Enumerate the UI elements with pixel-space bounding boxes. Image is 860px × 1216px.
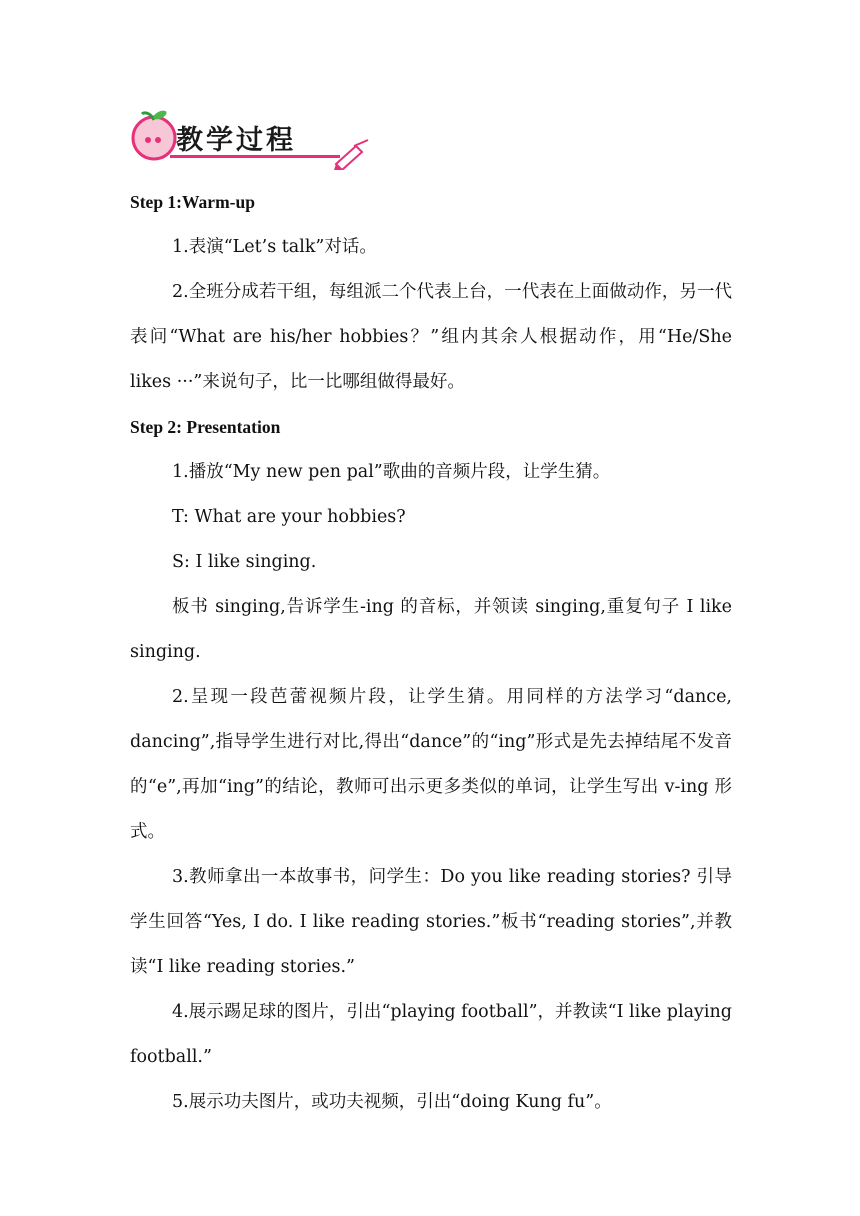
lesson-content	[130, 180, 732, 1125]
section-header	[130, 106, 370, 170]
paragraph: 4.展示踢足球的图片，引出“playing football”，并教读“I like playing football.”	[130, 1002, 732, 1067]
paragraph: 板书 singing,告诉学生-ing 的音标，并领读 singing,重复句子 I like singing.	[130, 597, 732, 662]
apple-icon	[133, 109, 175, 159]
paragraph: S: I like singing.	[172, 552, 317, 572]
step-heading-warmup: Step 1:Warm-up	[130, 192, 255, 212]
paragraph: 1.播放“My new pen pal”歌曲的音频片段，让学生猜。	[172, 462, 611, 482]
paragraph: 2.呈现一段芭蕾视频片段，让学生猜。用同样的方法学习“dance, dancing”,指导学生进行对比,得出“dance”的“ing”形式是先去掉结尾不发音的“e”,再加“ing”的结论，教师可出示更多类似的单词，让学生写出 v-ing 形式。	[130, 687, 732, 842]
section-title: 教学过程	[176, 125, 296, 156]
paragraph: 1.表演“Let’s talk”对话。	[172, 237, 377, 257]
paragraph: T: What are your hobbies?	[172, 507, 406, 527]
paragraph: 2.全班分成若干组，每组派二个代表上台，一代表在上面做动作，另一代表问“What are his/her hobbies？”组内其余人根据动作，用“He/She likes ···”来说句子，比一比哪组做得最好。	[130, 282, 732, 392]
paragraph: 3.教师拿出一本故事书，问学生：Do you like reading stories? 引导学生回答“Yes, I do. I like reading stories.”板书“reading stories”,并教读“I like reading stories.”	[130, 867, 732, 977]
step-heading-presentation: Step 2: Presentation	[130, 417, 281, 437]
paragraph: 5.展示功夫图片，或功夫视频，引出“doing Kung fu”。	[172, 1092, 612, 1112]
